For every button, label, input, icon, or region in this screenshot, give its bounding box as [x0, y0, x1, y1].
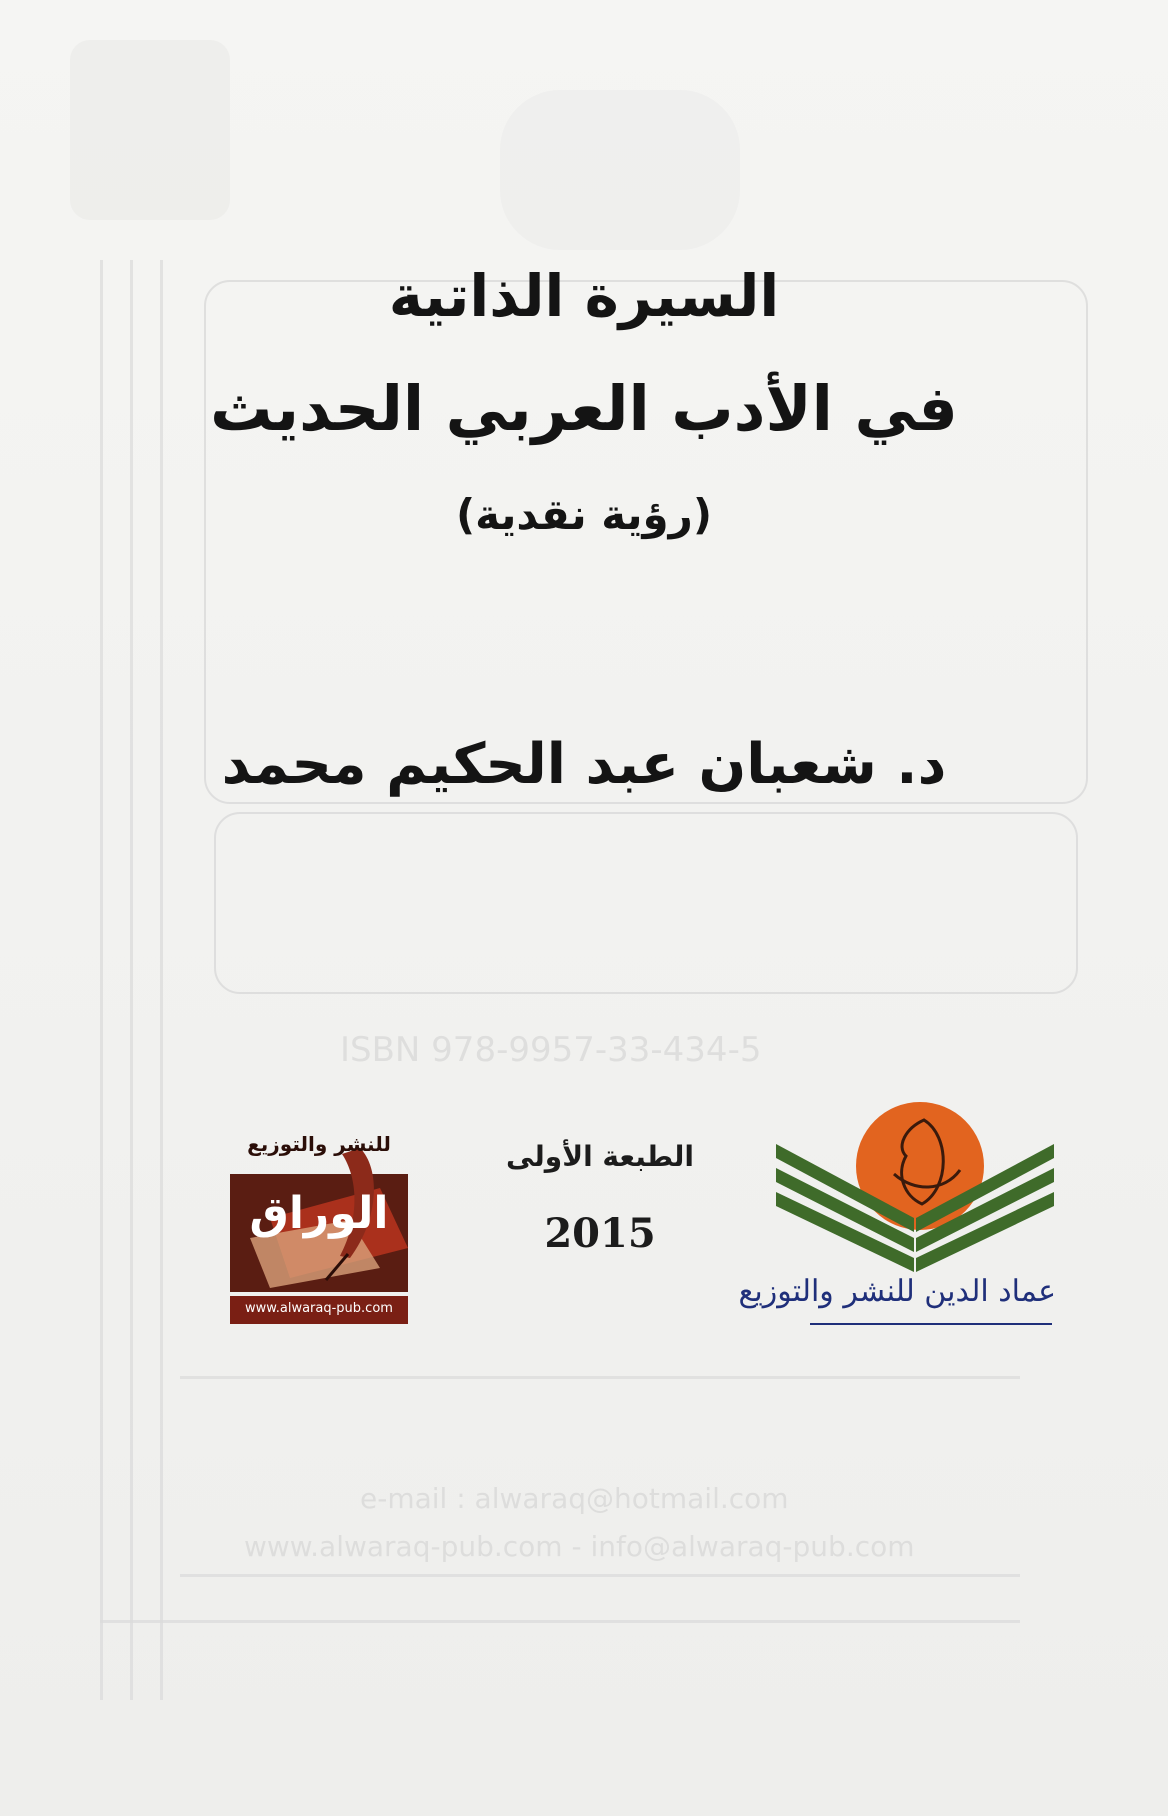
publication-year: 2015	[544, 1210, 656, 1257]
edition-label: الطبعة الأولى	[505, 1140, 695, 1173]
book-title-line-1: السيرة الذاتية	[388, 262, 780, 330]
imad-aldin-name: عماد الدين للنشر والتوزيع	[738, 1274, 1056, 1309]
ghost-email: e-mail : alwaraq@hotmail.com	[360, 1482, 789, 1515]
ghost-column-left	[100, 260, 103, 1700]
imad-aldin-logo	[738, 1096, 1056, 1334]
ghost-frame-middle	[214, 812, 1078, 994]
ghost-frame-top	[204, 280, 1088, 804]
ghost-column-left-inner2	[160, 260, 163, 1700]
alwaraq-url: www.alwaraq-pub.com	[245, 1301, 393, 1316]
book-title-line-2: في الأدب العربي الحديث	[210, 372, 958, 445]
ghost-footer-rule-2	[180, 1574, 1020, 1577]
ghost-isbn: ISBN 978-9957-33-434-5	[340, 1030, 762, 1070]
ghost-column-left-inner	[130, 260, 133, 1700]
ghost-logo-top	[70, 40, 230, 220]
ghost-calligraphy	[500, 90, 740, 250]
author-name: د. شعبان عبد الحكيم محمد	[221, 732, 947, 797]
ghost-footer-rule	[180, 1376, 1020, 1379]
alwaraq-name: الوراق	[249, 1188, 389, 1239]
ghost-footer-rule-3	[100, 1620, 1020, 1623]
alwaraq-logo	[230, 1128, 408, 1328]
ghost-web: www.alwaraq-pub.com - info@alwaraq-pub.com	[244, 1530, 915, 1563]
alwaraq-tagline: للنشر والتوزيع	[247, 1132, 391, 1156]
book-subtitle: (رؤية نقدية)	[455, 490, 713, 539]
